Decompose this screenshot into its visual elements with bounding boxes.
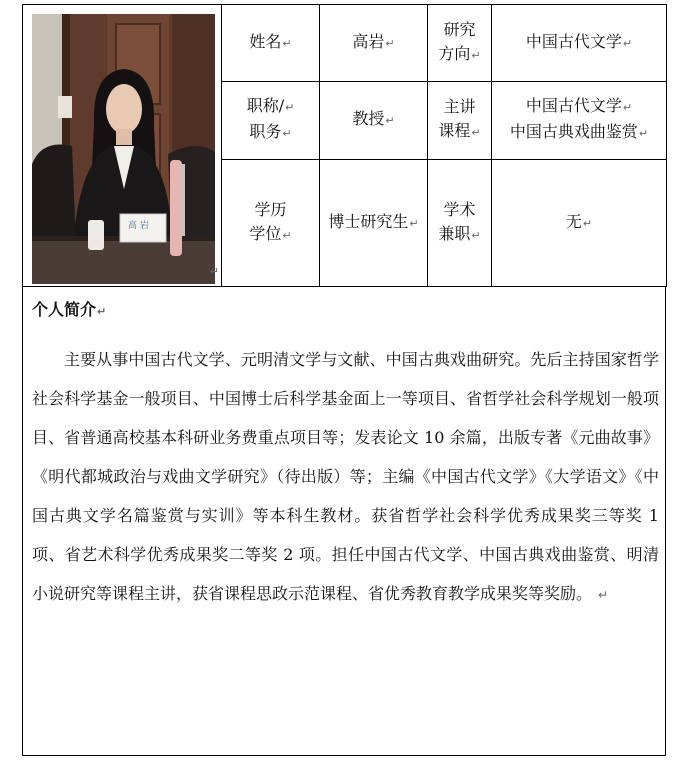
name-value-cell (320, 5, 428, 82)
part-time-label-cell (428, 159, 492, 286)
course-label-line-1: 主讲 (443, 97, 476, 117)
profile-photo (32, 14, 215, 284)
course-label-cell (428, 82, 492, 159)
part-time-value: 无 (565, 211, 582, 231)
part-time-value-cell (492, 159, 667, 286)
degree-value-cell (320, 159, 428, 286)
paragraph-mark: ↵ (409, 216, 419, 230)
title-label-line-1: 职称/ (246, 96, 285, 116)
nameplate-text: 高岩 (128, 221, 153, 231)
paragraph-mark: ↵ (622, 101, 633, 115)
title-label-line-2: 职务 (249, 122, 282, 142)
paragraph-mark: ↵ (282, 228, 292, 242)
degree-label-line-2: 学位 (249, 223, 282, 243)
paragraph-mark: ↵ (471, 126, 481, 140)
research-label-line-1: 研究 (443, 20, 476, 40)
paragraph-mark: ↵ (385, 114, 395, 128)
bio-section (22, 286, 666, 756)
course-value-line-2: 中国古典戏曲鉴赏 (509, 122, 638, 142)
paragraph-mark: ↵ (282, 127, 292, 141)
paragraph-mark: ↵ (638, 127, 649, 141)
degree-label-line-1: 学历 (254, 199, 287, 219)
paragraph-mark: ↵ (598, 588, 609, 602)
bio-paragraph (32, 340, 659, 615)
course-label-line-2: 课程 (438, 121, 471, 141)
name-label-cell (222, 5, 320, 82)
paragraph-mark: ↵ (385, 37, 395, 51)
bio-text: 主要从事中国古代文学、元明清文学与文献、中国古典戏曲研究。先后主持国家哲学社会科学基金一般项目、中国博士后科学基金面上一等项目、省哲学社会科学规划一般项目、省普通高校基本科研业务费重点项目等；发表论文 10 余篇，出版专著《元曲故事》《明代都城政治与戏曲文学研究》（待出版）等；主编《中国古代文学》《大学语文》《中国古典文学名篇鉴赏与实训》等本科生教材。获省哲学社会科学优秀成果奖三等奖 1 项、省艺术科学优秀成果奖二等奖 2 项。担任中国古代文学、中国古典戏曲鉴赏、明清小说研究等课程主讲，获省课程思政示范课程、省优秀教育教学成果奖等奖励。 (32, 350, 659, 603)
paragraph-mark: ↵ (282, 37, 292, 51)
degree-value: 博士研究生 (328, 211, 409, 231)
degree-label-cell (222, 159, 320, 286)
title-label-cell (222, 82, 320, 159)
paragraph-mark: ↵ (285, 101, 295, 115)
paragraph-mark: ↵ (471, 49, 481, 63)
profile-info-table (22, 4, 667, 287)
paragraph-mark: ↵ (582, 216, 593, 230)
title-value: 教授 (352, 109, 385, 129)
part-time-label-line-2: 兼职 (438, 223, 471, 243)
paragraph-mark: ↵ (471, 228, 481, 242)
research-value-cell (492, 5, 667, 82)
paragraph-mark: ↵ (209, 265, 219, 278)
name-value: 高岩 (352, 32, 385, 52)
research-label-cell (428, 5, 492, 82)
course-value-line-1: 中国古代文学 (525, 96, 622, 116)
bio-title (32, 298, 106, 324)
research-value: 中国古代文学 (525, 32, 622, 52)
research-label-line-2: 方向 (438, 44, 471, 64)
photo-cell (23, 5, 222, 287)
course-value-cell (492, 82, 667, 159)
paragraph-mark: ↵ (622, 37, 633, 51)
bio-title-text: 个人简介 (32, 300, 97, 319)
name-label: 姓名 (249, 32, 282, 52)
paragraph-mark: ↵ (97, 305, 107, 318)
part-time-label-line-1: 学术 (443, 199, 476, 219)
title-value-cell (320, 82, 428, 159)
